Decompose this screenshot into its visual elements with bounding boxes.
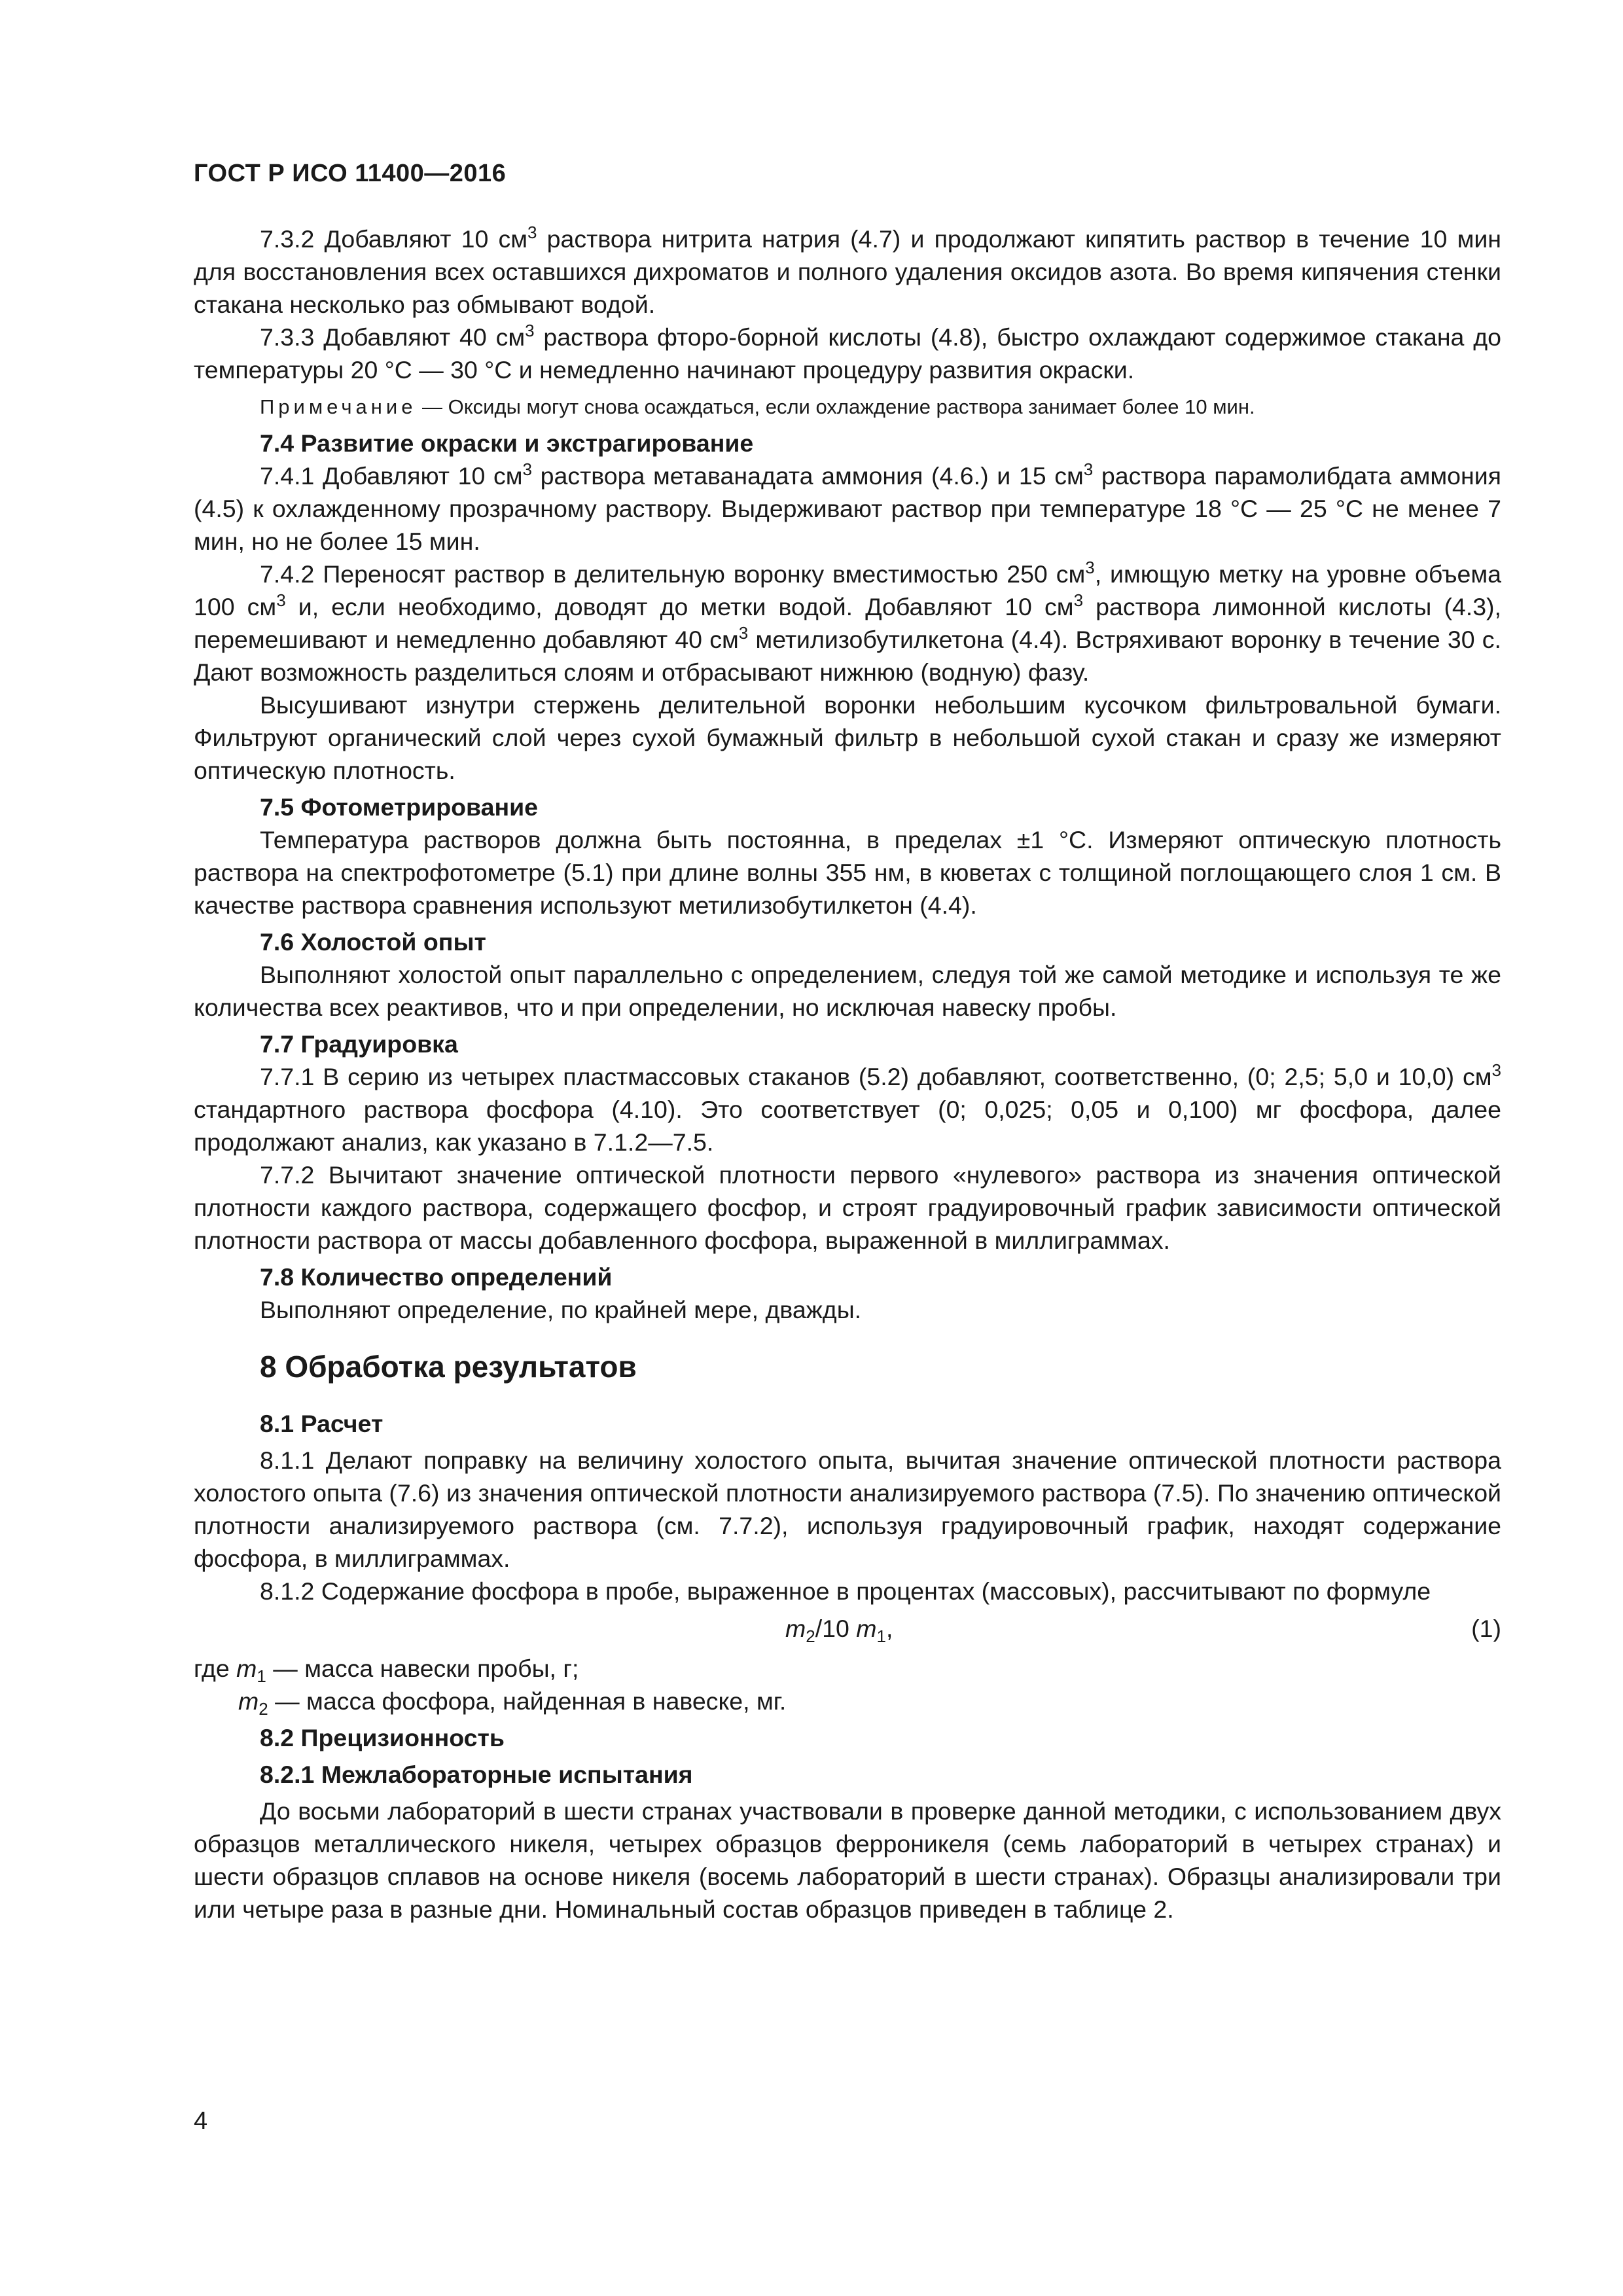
paragraph-7-6: Выполняют холостой опыт параллельно с определением, следуя той же самой методике и используя те же количества всех реактивов, что и при определении, но исключая навеску пробы. <box>194 961 1501 1021</box>
paragraph-7-4-2: 7.4.2 Переносят раствор в делительную воронку вместимостью 250 $см^3$, имющую метку на уровне объема 100 $см^3$ и, если необходимо, доводят до метки водой. Добавляют 10 $см^3$ раствора лимонной кислоты (4.3), перемешивают и немедленно добавляют 40 $см^3$ метилизобутилкетона (4.4). Встряхивают воронку в течение 30 с. Дают возможность разделиться слоям и отбрасывают нижнюю (водную) фазу. <box>194 558 1502 686</box>
where-line-2: $m_2$ — масса фосфора, найденная в навеске, мг. <box>238 1687 787 1719</box>
paragraph-7-3-3: 7.3.3 Добавляют 40 $см^3$ раствора фторо-борной кислоты (4.8), быстро охлаждают содержимое стакана до температуры 20 °С — 30 °С и немедленно начинают процедуру развития окраски. <box>194 321 1501 384</box>
paragraph-8-1-1: 8.1.1 Делают поправку на величину холостого опыта, вычитая значение оптической плотности раствора холостого опыта (7.6) из значения оптической плотности анализируемого раствора (7.5). По значению оптической плотности анализируемого раствора (см. 7.7.2), используя градуировочный график, находят содержание фосфора, в миллиграммах. <box>194 1446 1501 1572</box>
where-line-1: где $m_1$ — масса навески пробы, г; <box>194 1655 579 1686</box>
document-body <box>194 223 1501 1926</box>
formula-expression: $m_2/10$ $m_1$, <box>785 1615 893 1646</box>
paragraph-drying: Высушивают изнутри стержень делительной воронки небольшим кусочком фильтровальной бумаги. Фильтруют органический слой через сухой бумажный фильтр в небольшой сухой стакан и сразу же измеряют оптическую плотность. <box>194 691 1501 784</box>
paragraph-7-5: Температура растворов должна быть постоянна, в пределах ±1 °С. Измеряют оптическую плотность раствора на спектрофотометре (5.1) при длине волны 355 нм, в кюветах с толщиной поглощающего слоя 1 см. В качестве раствора сравнения используют метилизобутилкетон (4.4). <box>194 826 1501 919</box>
paragraph-8-2-1: До восьми лабораторий в шести странах участвовали в проверке данной методики, с использованием двух образцов металлического никеля, четырех образцов ферроникеля (семь лабораторий в четырех странах) и шести образцов сплавов на основе никеля (восемь лабораторий в шести странах). Образцы анализировали три или четыре раза в разные дни. Номинальный состав образцов приведен в таблице 2. <box>194 1797 1501 1923</box>
section-heading-8: 8 Обработка результатов <box>260 1350 637 1384</box>
note: Примечание — Оксиды могут снова осаждаться, если охлаждение раствора занимает более 10 мин. <box>260 395 1255 418</box>
paragraph-8-1-2: 8.1.2 Содержание фосфора в пробе, выраженное в процентах (массовых), рассчитывают по формуле <box>260 1577 1431 1605</box>
section-heading-8-2: 8.2 Прецизионность <box>260 1724 505 1751</box>
section-heading-7-5: 7.5 Фотометрирование <box>260 793 539 821</box>
paragraph-7-3-2: 7.3.2 Добавляют 10 $см^3$ раствора нитрита натрия (4.7) и продолжают кипятить раствор в течение 10 мин для восстановления всех оставшихся дихроматов и полного удаления оксидов азота. Во время кипячения стенки стакана несколько раз обмывают водой. <box>194 223 1502 318</box>
formula-1 <box>194 1610 1501 1647</box>
paragraph-7-4-1: 7.4.1 Добавляют 10 $см^3$ раствора метаванадата аммония (4.6.) и 15 $см^3$ раствора парамолибдата аммония (4.5) к охлажденному прозрачному раствору. Выдерживают раствор при температуре 18 °С — 25 °С не менее 7 мин, но не более 15 мин. <box>194 459 1501 555</box>
document-header: ГОСТ Р ИСО 11400—2016 <box>194 160 507 187</box>
paragraph-7-7-1: 7.7.1 В серию из четырех пластмассовых стаканов (5.2) добавляют, соответственно, (0; 2,5; 5,0 и 10,0) $см^3$ стандартного раствора фосфора (4.10). Это соответствует (0; 0,025; 0,05 и 0,100) мг фосфора, далее продолжают анализ, как указано в 7.1.2—7.5. <box>194 1060 1501 1156</box>
section-heading-7-7: 7.7 Градуировка <box>260 1030 458 1058</box>
paragraph-7-7-2: 7.7.2 Вычитают значение оптической плотности первого «нулевого» раствора из значения оптической плотности каждого раствора, содержащего фосфор, и строят градуировочный график зависимости оптической плотности раствора от массы добавленного фосфора, выраженной в миллиграммах. <box>194 1161 1501 1254</box>
section-heading-8-2-1: 8.2.1 Межлабораторные испытания <box>260 1761 693 1788</box>
section-heading-7-8: 7.8 Количество определений <box>260 1263 613 1291</box>
page-number: 4 <box>194 2108 208 2135</box>
section-heading-7-6: 7.6 Холостой опыт <box>260 928 486 956</box>
section-heading-8-1: 8.1 Расчет <box>260 1410 383 1437</box>
formula-number: (1) <box>1471 1615 1501 1642</box>
paragraph-7-8: Выполняют определение, по крайней мере, дважды. <box>260 1296 862 1323</box>
section-heading-7-4: 7.4 Развитие окраски и экстрагирование <box>260 429 754 457</box>
